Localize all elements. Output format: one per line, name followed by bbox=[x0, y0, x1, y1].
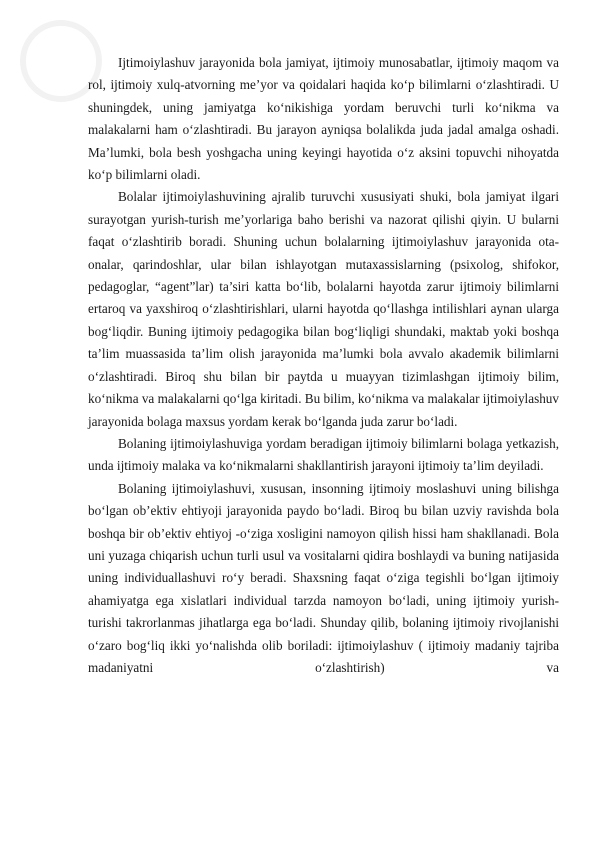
paragraph: Ijtimoiylashuv jarayonida bola jamiyat, ijtimoiy munosabatlar, ijtimoiy maqom va rol, ijtimoiy xulq-atvorning me’yor va qoidalari haqida ko‘p bilimlarni o‘zlashtiradi. U shuningdek, uning jamiyatga ko‘nikishiga yordam beruvchi turli ko‘nikma va malakalarni ham o‘zlashtiradi. Bu jarayon ayniqsa bolalikda juda jadal amalga oshadi. Ma’lumki, bola besh yoshgacha uning keyingi hayotida o‘z aksini topuvchi nihoyatda ko‘p bilimlarni oladi. bbox=[88, 55, 559, 183]
document-body bbox=[88, 52, 559, 679]
paragraph: Bolaning ijtimoiylashuviga yordam beradigan ijtimoiy bilimlarni bolaga yetkazish, unda ijtimoiy malaka va ko‘nikmalarni shakllantirish jarayoni ijtimoiy ta’lim deyiladi. bbox=[88, 435, 559, 474]
paragraph: Bolalar ijtimoiylashuvining ajralib turuvchi xususiyati shuki, bola jamiyat ilgari surayotgan yurish-turish me’yorlariga baho berishi va nazorat qilishi qiyin. U bularni faqat o‘zlashtirib boradi. Shuning uchun bolalarning ijtimoiylashuv jarayonida ota-onalar, qarindoshlar, ular bilan ishlayotgan mutaxassislarning (psixolog, shifokor, pedagoglar, “agent”lar) ta’siri katta bo‘lib, bolalarni hayotda zarur ijtimoiy bilimlarni ertaroq va yaxshiroq o‘zlashtirishlari, ularni hayotda qo‘llashga intilishlari aynan ularga bog‘liqdir. Buning ijtimoiy pedagogika bilan bog‘liqligi shundaki, maktab yoki boshqa ta’lim muassasida ta’lim olish jarayonida ma’lumki bola avvalo akademik bilimlarni o‘zlashtiradi. Biroq shu bilan bir paytda u muayyan tizimlashgan ijtimoiy bilim, ko‘nikma va malakalarni qo‘lga kiritadi. Bu bilim, ko‘nikma va malakalar ijtimoiylashuv jarayonida bolaga maxsus yordam kerak bo‘lganda juda zarur bo‘ladi. bbox=[88, 189, 559, 429]
paragraph: Bolaning ijtimoiylashuvi, xususan, insonning ijtimoiy moslashuvi uning bilishga bo‘lgan ob’ektiv ehtiyoji jarayonida paydo bo‘ladi. Biroq bu bilan uzviy ravishda bola boshqa bir ob’ektiv ehtiyoj -o‘ziga xosligini namoyon qilish hissi ham shakllanadi. Bola uni yuzaga chiqarish uchun turli usul va vositalarni qidira boshlaydi va buning natijasida uning individuallashuvi ro‘y beradi. Shaxsning faqat o‘ziga tegishli bo‘lgan ijtimoiy ahamiyatga ega xislatlari individual tarzda namoyon bo‘ladi, uning ijtimoiy yurish-turishi takrorlanmas jihatlarga ega bo‘ladi. Shunday qilib, bolaning ijtimoiy rivojlanishi o‘zaro bog‘liq ikki yo‘nalishda olib boriladi: ijtimoiylashuv ( ijtimoiy madaniy tajriba madaniyatni o‘zlashtirish) va bbox=[88, 480, 559, 675]
